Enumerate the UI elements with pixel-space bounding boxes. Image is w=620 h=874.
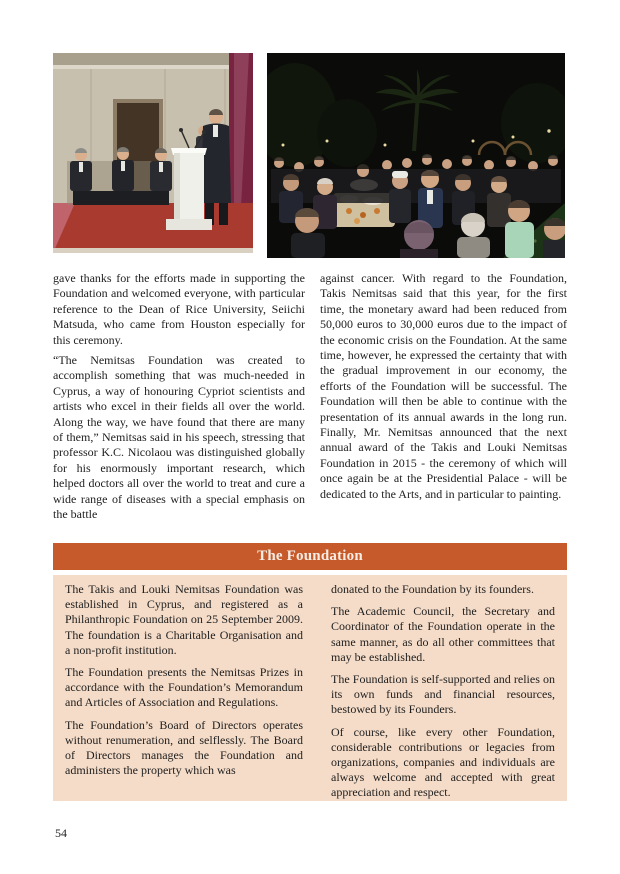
- foundation-paragraph: The Academic Council, the Secretary and Coordinator of the Foundation operate in the same manner, as do all other committees that may be established.: [331, 604, 555, 664]
- page-number: 54: [55, 826, 67, 840]
- seated-guests: [67, 147, 172, 205]
- foundation-section-header: [53, 543, 567, 570]
- foundation-paragraph: The Foundation is self-supported and relies on its own funds and financial resources, bestowed by its Founders.: [331, 672, 555, 717]
- banner: [229, 53, 253, 207]
- foundation-right-column: [331, 582, 555, 801]
- article-paragraph: gave thanks for the efforts made in supporting the Foundation and welcomed everyone, with particular reference to the Dean of Rice University, Seiichi Matsuda, who came from Houston especially for this ceremony.: [53, 271, 305, 347]
- crowd: [271, 154, 565, 258]
- article-paragraph: “The Nemitsas Foundation was created to accomplish something that was much-needed in Cyprus, a way of honouring Cypriot scientists and artists who excel in their fields all over the world. Along the way, we have found that there are many of them,” Nemitsas said in his speech, stressing that professor K.C. Nicolaou was distinguished globally for his enormously important research, which helped doctors all over the world to treat and cure a wide range of diseases with a special emphasis on the battle: [53, 353, 305, 522]
- foundation-left-column: [65, 582, 303, 801]
- foundation-section-box: [53, 575, 567, 801]
- ceremony-speech-photo: [53, 53, 253, 253]
- article-right-column: [320, 271, 567, 528]
- article-paragraph: against cancer. With regard to the Foundation, Takis Nemitsas said that this year, for the first time, the monetary award had been reduced from 50,000 euros to 30,000 euros due to the impact of the economic crisis on the Foundation. At the same time, however, he expressed the certainty that with the gradual improvement in our economy, the efforts of the Foundation will be successful. The Foundation will then be able to continue with the presentation of its annual awards in the long run. Finally, Mr. Nemitsas announced that the next annual award of the Takis and Louki Nemitsas Foundation in 2015 - the ceremony of which will once again be at the Presidential Palace - will be dedicated to the Arts, and in particular to painting.: [320, 271, 567, 501]
- foundation-paragraph: The Foundation’s Board of Directors operates without renumeration, and selflessly. The Board of Directors manages the Foundation and administers the property which was: [65, 717, 303, 778]
- foundation-paragraph: donated to the Foundation by its founders.: [331, 582, 534, 596]
- foundation-paragraph: The Foundation presents the Nemitsas Prizes in accordance with the Foundation’s Memorandum and Articles of Association and Regulations.: [65, 665, 303, 710]
- article-body: [53, 271, 567, 528]
- foundation-paragraph: Of course, like every other Foundation, considerable contributions or legacies from organizations, companies and individuals are always welcome and accepted with great appreciation and respect.: [331, 724, 555, 800]
- foundation-section-title: The Foundation: [257, 548, 363, 564]
- evening-reception-photo: [267, 53, 565, 258]
- foundation-paragraph: The Takis and Louki Nemitsas Foundation was established in Cyprus, and registered as a Philanthropic Foundation on 25 September 2009. The foundation is a Charitable Organisation and a non-profit institution.: [65, 582, 303, 657]
- article-left-column: [53, 271, 305, 528]
